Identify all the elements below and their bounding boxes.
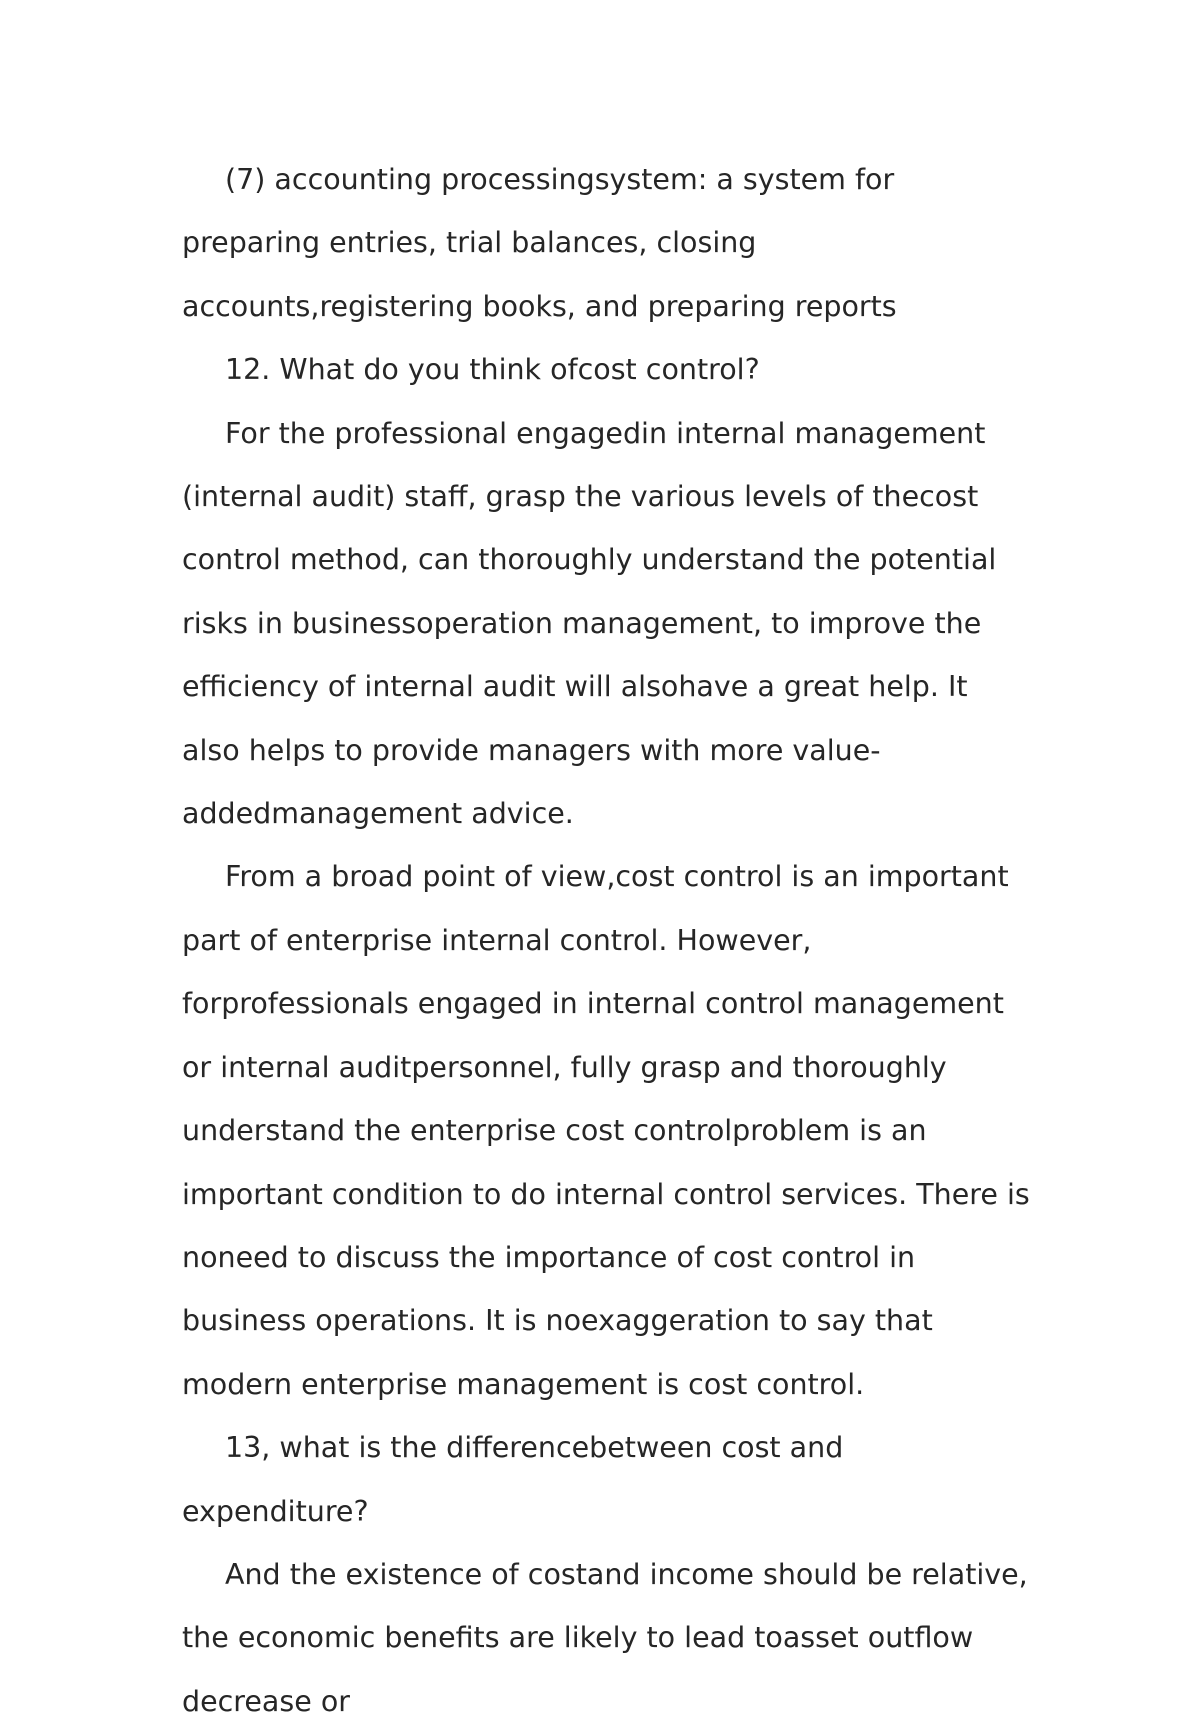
document-page [182,148,1034,1733]
paragraph-cost-and-income: And the existence of costand income should be relative, the economic benefits are likely to lead toasset outflow decrease or [182,1557,1028,1718]
paragraph-accounting-system: (7) accounting processingsystem: a system for preparing entries, trial balances, closing accounts,registering books, and preparing reports [182,163,897,323]
paragraph-cost-control-broad-view: From a broad point of view,cost control is an important part of enterprise internal control. However, forprofessionals engaged in internal control management or internal auditpersonnel, fully grasp and thoroughly understand the enterprise cost controlproblem is an important condition to do internal control services. There is noneed to discuss the importance of cost control in business operations. It is noexaggeration to say that modern enterprise management is cost control. [182,860,1030,1401]
question-13-heading: 13, what is the differencebetween cost and expenditure? [182,1431,844,1528]
question-12-heading: 12. What do you think ofcost control? [225,353,760,387]
paragraph-cost-control-staff: For the professional engagedin internal management (internal audit) staff, grasp the various levels of thecost control method, can thoroughly understand the potential risks in businessoperation management, to improve the efficiency of internal audit will alsohave a great help. It also helps to provide managers with more value-addedmanagement advice. [182,416,997,831]
